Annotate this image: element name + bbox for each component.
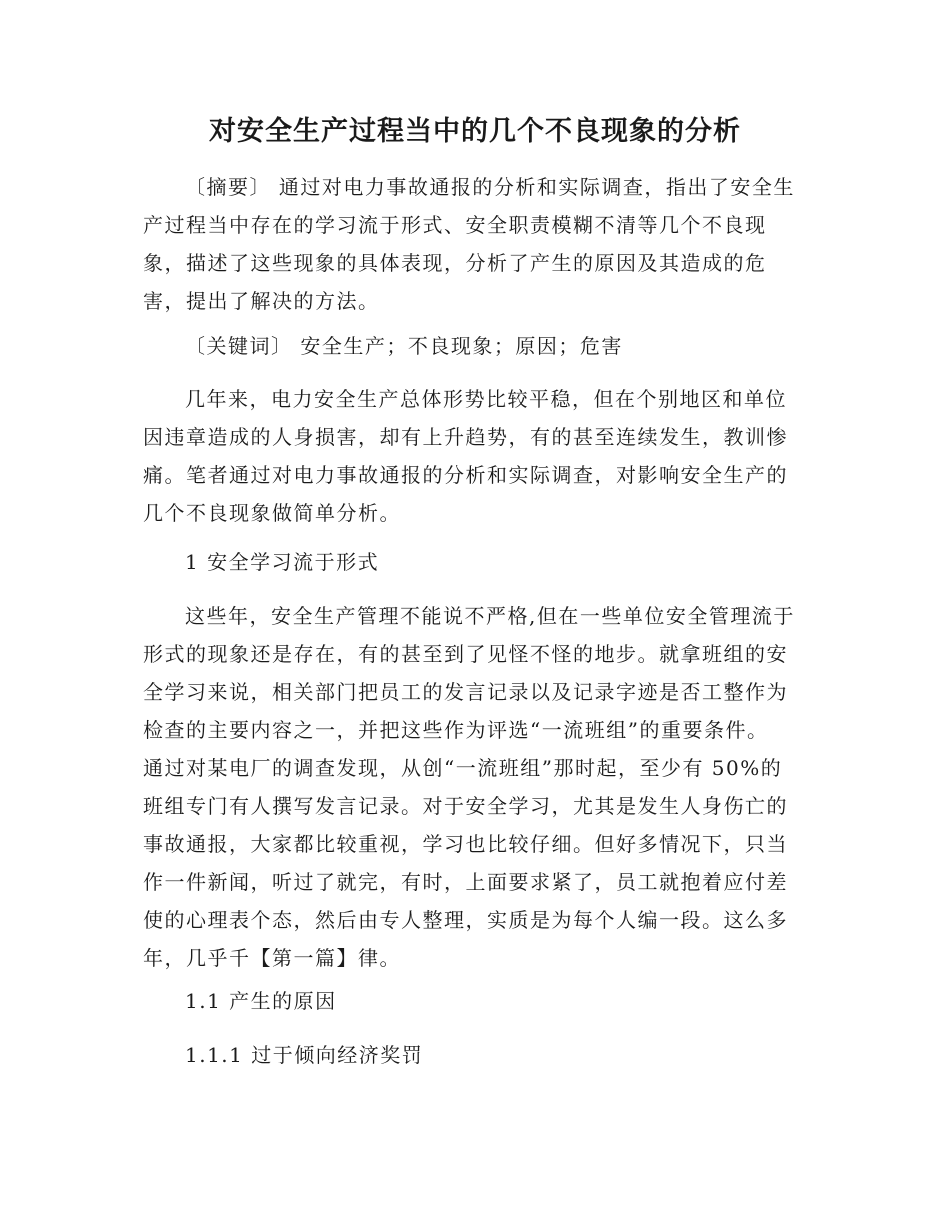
- intro-paragraph: [143, 380, 808, 532]
- abstract-line: 〔摘要〕 通过对电力事故通报的分析和实际调查，指出了安全生: [185, 175, 795, 199]
- abstract-line: 象，描述了这些现象的具体表现，分析了产生的原因及其造成的危: [143, 251, 767, 275]
- intro-line: 因违章造成的人身损害，却有上升趋势，有的甚至连续发生，教训惨: [143, 425, 788, 449]
- section-1-line: 这些年，安全生产管理不能说不严格,但在一些单位安全管理流于: [185, 604, 795, 628]
- section-1-line: 形式的现象还是存在，有的甚至到了见怪不怪的地步。就拿班组的安: [143, 642, 788, 666]
- keywords-line: 〔关键词〕 安全生产；不良现象；原因；危害: [185, 334, 623, 358]
- section-1-1-1-heading: 1.1.1 过于倾向经济奖罚: [185, 1043, 424, 1067]
- section-1-line: 作一件新闻，听过了就完，有时，上面要求紧了，员工就抱着应付差: [143, 870, 788, 894]
- section-1-line: 事故通报，大家都比较重视，学习也比较仔细。但好多情况下，只当: [143, 832, 788, 856]
- section-1-heading: 1 安全学习流于形式: [185, 550, 380, 574]
- section-1-line: 检查的主要内容之一，并把这些作为评选“一流班组”的重要条件。: [143, 718, 769, 742]
- intro-line: 几年来，电力安全生产总体形势比较平稳，但在个别地区和单位: [185, 387, 787, 411]
- section-1-line: 通过对某电厂的调查发现，从创“一流班组”那时起，至少有 50%的: [143, 756, 783, 780]
- document-title: 对安全生产过程当中的几个不良现象的分析: [209, 116, 741, 147]
- section-1-line: 班组专门有人撰写发言记录。对于安全学习，尤其是发生人身伤亡的: [143, 794, 788, 818]
- intro-line: 痛。笔者通过对电力事故通报的分析和实际调查，对影响安全生产的: [143, 463, 788, 487]
- section-1-line: 全学习来说，相关部门把员工的发言记录以及记录字迹是否工整作为: [143, 680, 788, 704]
- intro-line: 几个不良现象做简单分析。: [143, 501, 401, 525]
- section-1-line: 年，几乎千【第一篇】律。: [143, 946, 401, 970]
- abstract-line: 害，提出了解决的方法。: [143, 289, 380, 313]
- abstract-line: 产过程当中存在的学习流于形式、安全职责模糊不清等几个不良现: [143, 213, 767, 237]
- abstract-paragraph: [143, 168, 808, 320]
- section-1-paragraph: [143, 597, 808, 977]
- section-1-line: 使的心理表个态，然后由专人整理，实质是为每个人编一段。这么多: [143, 908, 788, 932]
- section-1-1-heading: 1.1 产生的原因: [185, 989, 337, 1013]
